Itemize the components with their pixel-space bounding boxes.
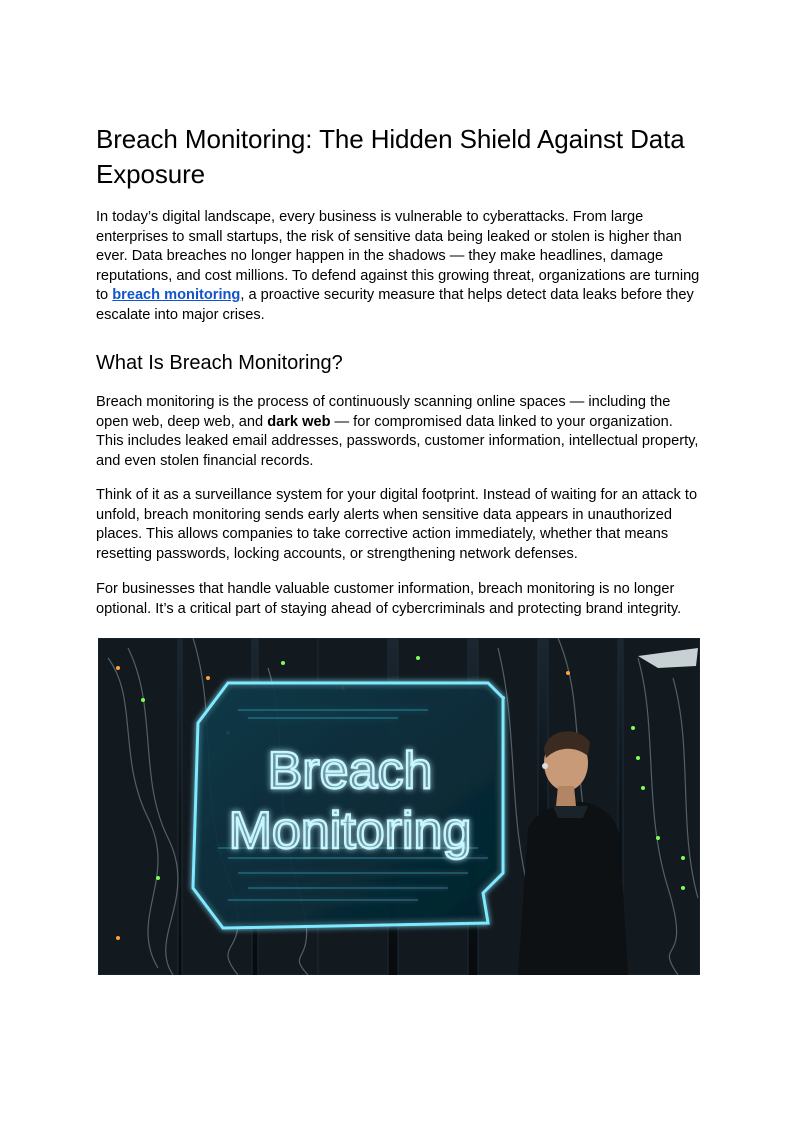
intro-text-end: , a proactive security measure that helps detect data leaks before they escalate into major crises.: [96, 287, 694, 323]
article-title: Breach Monitoring: The Hidden Shield Against Data Exposure: [96, 124, 685, 189]
intro-text-start: In today’s digital landscape, every business is vulnerable to cyberattacks. From large enterprises to small startups, the risk of sensitive data being leaked or stolen is higher than ever. Data breaches no longer happen in the shadows — they make headlines, damage reputations, and cost millions. To defend against this growing threat, organizations are turning to: [96, 209, 700, 304]
importance-paragraph: For businesses that handle valuable customer information, breach monitoring is no longer optional. It’s a critical part of staying ahead of cybercriminals and protecting brand integrity.: [96, 581, 682, 617]
definition-text-end: — for compromised data linked to your organization. This includes leaked email addresses, passwords, customer information, intellectual property, and even stolen financial records.: [96, 413, 699, 469]
surveillance-paragraph: Think of it as a surveillance system for your digital footprint. Instead of waiting for an attack to unfold, breach monitoring sends early alerts when sensitive data appears in unauthorized places. This allows companies to take corrective action immediately, whether that means resetting passwords, locking accounts, or strengthening network defenses.: [96, 487, 698, 562]
definition-paragraph: [96, 393, 700, 471]
breach-monitoring-hero-image: [98, 638, 700, 975]
dark-web-emphasis: dark web: [267, 413, 331, 430]
hologram-word-monitoring: Monitoring: [228, 802, 472, 860]
intro-paragraph: [96, 208, 700, 326]
server-room-illustration: [98, 638, 700, 975]
section-heading: What Is Breach Monitoring?: [96, 352, 343, 374]
hologram-word-breach: Breach: [267, 742, 433, 800]
definition-text-start: Breach monitoring is the process of continuously scanning online spaces — including the open web, deep web, and: [96, 394, 671, 430]
breach-monitoring-link[interactable]: breach monitoring: [112, 287, 241, 304]
